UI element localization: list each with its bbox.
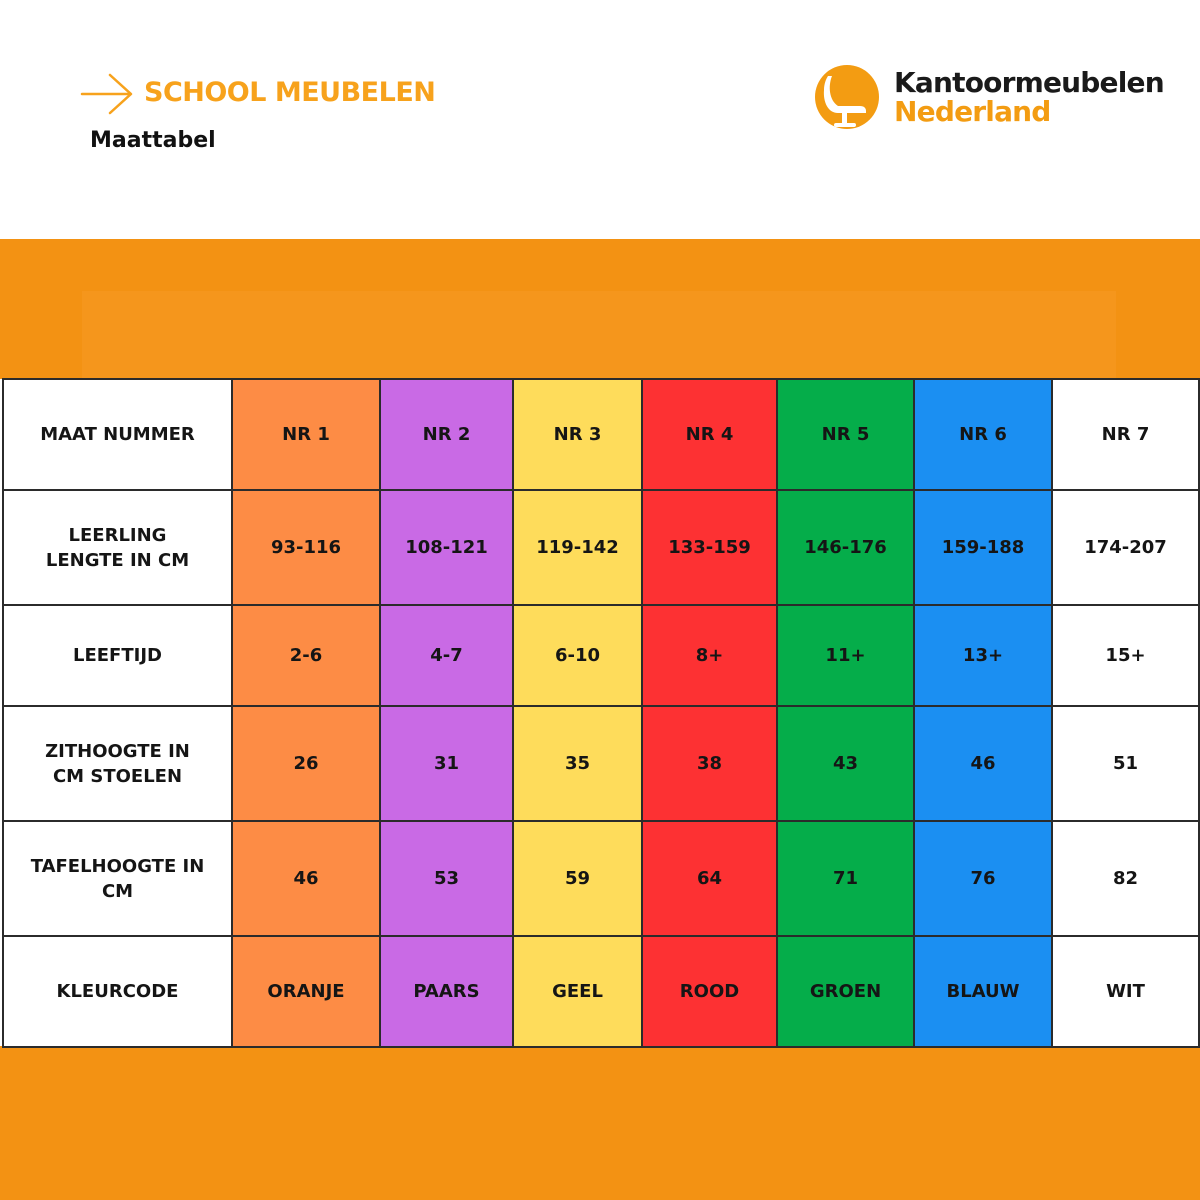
logo-text-line1: Kantoormeubelen [894, 66, 1164, 99]
table-cell: 43 [777, 706, 914, 821]
logo-text-line2: Nederland [894, 95, 1051, 128]
table-row-leeftijd [3, 605, 1199, 706]
table-cell: NR 5 [777, 379, 914, 490]
table-cell: NR 6 [914, 379, 1052, 490]
table-cell: 38 [642, 706, 777, 821]
table-cell: 6-10 [513, 605, 642, 706]
table-cell: WIT [1052, 936, 1199, 1047]
brand-title: SCHOOL MEUBELEN [144, 77, 436, 108]
row-label: LEEFTIJD [3, 605, 232, 706]
row-label: KLEURCODE [3, 936, 232, 1047]
table-cell: 93-116 [232, 490, 380, 605]
table-cell: 159-188 [914, 490, 1052, 605]
page-subtitle: Maattabel [90, 128, 216, 153]
table-cell: 71 [777, 821, 914, 936]
table-cell: 15+ [1052, 605, 1199, 706]
table-cell: ORANJE [232, 936, 380, 1047]
table-cell: 108-121 [380, 490, 513, 605]
table-cell: 2-6 [232, 605, 380, 706]
table-cell: ROOD [642, 936, 777, 1047]
table-cell: GROEN [777, 936, 914, 1047]
table-cell: 174-207 [1052, 490, 1199, 605]
table-cell: 35 [513, 706, 642, 821]
table-cell: NR 2 [380, 379, 513, 490]
table-cell: 4-7 [380, 605, 513, 706]
table-cell: 13+ [914, 605, 1052, 706]
table-cell: NR 3 [513, 379, 642, 490]
table-cell: 53 [380, 821, 513, 936]
office-chair-icon [814, 64, 880, 130]
table-cell: 119-142 [513, 490, 642, 605]
table-cell: PAARS [380, 936, 513, 1047]
table-row-maat-nummer [3, 379, 1199, 490]
bottom-orange-band [0, 1046, 1200, 1200]
table-cell: 31 [380, 706, 513, 821]
table-cell: NR 7 [1052, 379, 1199, 490]
table-cell: 82 [1052, 821, 1199, 936]
table-cell: 46 [914, 706, 1052, 821]
top-orange-band [0, 239, 1200, 379]
table-cell: BLAUW [914, 936, 1052, 1047]
row-label: ZITHOOGTE IN CM STOELEN [3, 706, 232, 821]
row-label: LEERLING LENGTE IN CM [3, 490, 232, 605]
table-cell: NR 4 [642, 379, 777, 490]
table-cell: 133-159 [642, 490, 777, 605]
table-cell: 8+ [642, 605, 777, 706]
company-logo [814, 64, 1174, 134]
table-cell: NR 1 [232, 379, 380, 490]
table-cell: 146-176 [777, 490, 914, 605]
row-label: MAAT NUMMER [3, 379, 232, 490]
row-label: TAFELHOOGTE IN CM [3, 821, 232, 936]
table-cell: GEEL [513, 936, 642, 1047]
table-cell: 46 [232, 821, 380, 936]
table-cell: 64 [642, 821, 777, 936]
table-row-zithoogte [3, 706, 1199, 821]
table-cell: 26 [232, 706, 380, 821]
table-row-leerling-lengte [3, 490, 1199, 605]
table-cell: 11+ [777, 605, 914, 706]
table-row-kleurcode [3, 936, 1199, 1047]
arrow-right-icon [80, 72, 136, 116]
band-inner-panel [82, 291, 1116, 379]
table-cell: 51 [1052, 706, 1199, 821]
table-cell: 59 [513, 821, 642, 936]
table-cell: 76 [914, 821, 1052, 936]
table-row-tafelhoogte [3, 821, 1199, 936]
size-table [2, 378, 1200, 1048]
